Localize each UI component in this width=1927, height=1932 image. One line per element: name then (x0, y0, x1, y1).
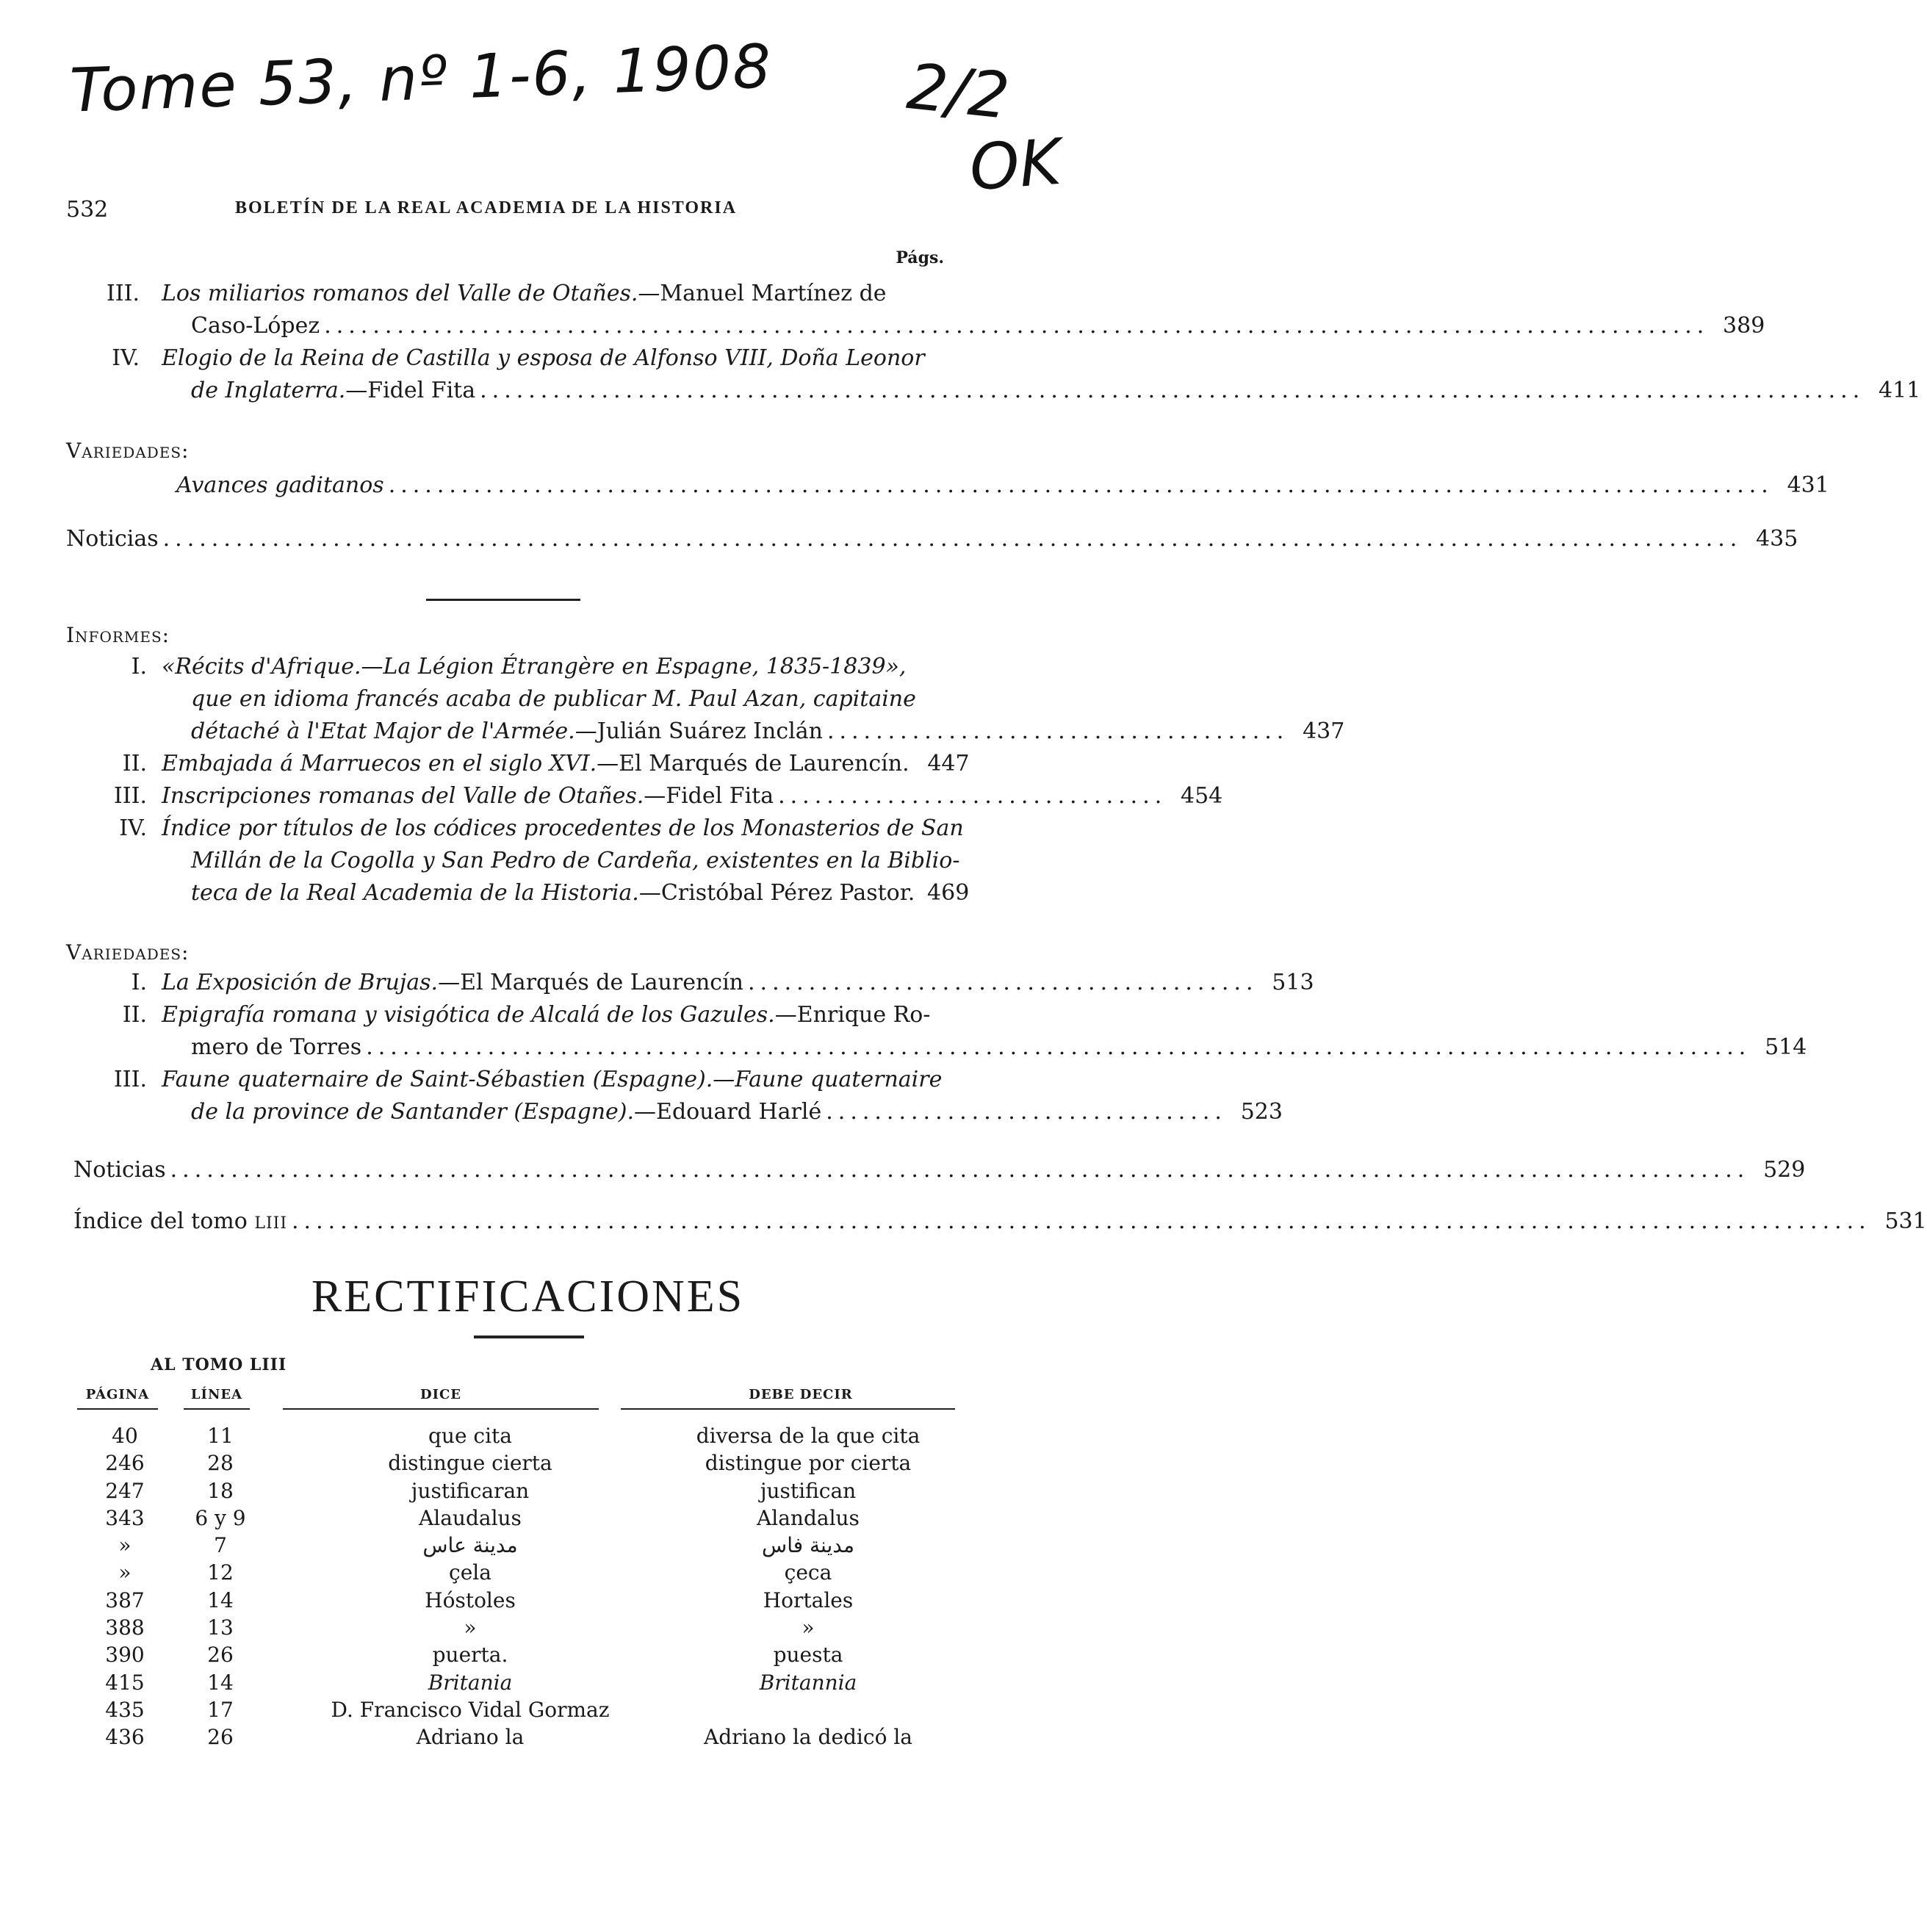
rectificaciones-subtitle: AL TOMO LIII (151, 1355, 287, 1374)
table-row (73, 1479, 926, 1506)
cell-debe: » (802, 1615, 815, 1640)
toc-page: 431 (1787, 472, 1829, 498)
cell-pagina: 343 (105, 1505, 145, 1530)
handwritten-tome-note: Tome 53, nº 1-6, 1908 (68, 32, 774, 126)
cell-dice: Adriano la (416, 1725, 525, 1750)
toc-entry-indice-tomo: Índice del tomo LIII .................................................................................................................................. 531 (73, 1208, 1927, 1234)
toc-title: «Récits d'Afrique.—La Légion Étrangère en Espagne, 1835-1839», (162, 654, 907, 680)
toc-author: —Fidel Fita (644, 783, 774, 809)
toc-title-cont: détaché à l'Etat Major de l'Armée. (191, 718, 575, 744)
cell-linea: 6 y 9 (195, 1505, 246, 1530)
cell-pagina: 435 (105, 1697, 145, 1722)
toc-page: 529 (1763, 1157, 1806, 1183)
toc-numeral: III. (113, 783, 147, 809)
table-row (73, 1643, 926, 1670)
column-rule (77, 1408, 158, 1410)
toc-numeral: I. (131, 654, 147, 680)
toc-author: —Julián Suárez Inclán (575, 718, 823, 744)
cell-linea: 14 (207, 1587, 234, 1612)
toc-title: Elogio de la Reina de Castilla y esposa de Alfonso VIII, Doña Leonor (162, 345, 925, 371)
title-underline (474, 1336, 584, 1338)
cell-debe: Hortales (763, 1587, 854, 1612)
cell-dice: D. Francisco Vidal Gormaz (331, 1697, 610, 1722)
table-row (73, 1698, 926, 1725)
toc-author: —El Marqués de Laurencín (438, 970, 744, 995)
cell-pagina: » (118, 1560, 132, 1585)
cell-dice: justificaran (411, 1478, 530, 1503)
toc-numeral: II. (122, 751, 147, 776)
cell-linea: 11 (207, 1424, 234, 1448)
toc-entry-embajada (162, 751, 970, 783)
cell-debe: justifican (760, 1478, 857, 1503)
cell-debe: Alandalus (757, 1505, 860, 1530)
section-divider (426, 599, 580, 601)
toc-page: 389 (1723, 313, 1765, 339)
cell-linea: 17 (207, 1697, 234, 1722)
toc-page: 514 (1765, 1034, 1807, 1060)
section-variedades-2: Variedades: (66, 940, 190, 965)
toc-author: —Cristóbal Pérez Pastor. (638, 880, 915, 906)
cell-dice: Britania (428, 1670, 513, 1695)
toc-author: —El Marqués de Laurencín. (597, 751, 910, 776)
toc-entry-elogio: Elogio de la Reina de Castilla y esposa de Alfonso VIII, Doña Leonor de Inglaterra.—Fidel Fita .................................................................................................................. 411 (162, 345, 1921, 403)
cell-linea: 12 (207, 1560, 234, 1585)
cell-dice: puerta. (432, 1643, 508, 1668)
cell-dice: » (464, 1615, 477, 1640)
column-rule (283, 1408, 599, 1410)
toc-title-cont: Millán de la Cogolla y San Pedro de Cardeña, existentes en la Biblio- (191, 848, 960, 873)
toc-entry-faune: Faune quaternaire de Saint-Sébastien (Espagne).—Faune quaternaire de la province de Santander (Espagne).—Edouard Harlé ................................. 523 (162, 1067, 1283, 1125)
toc-numeral: IV. (119, 815, 147, 841)
cell-debe: distingue por cierta (705, 1451, 912, 1476)
section-informes: Informes: (66, 623, 170, 647)
toc-entry-brujas: La Exposición de Brujas.—El Marqués de Laurencín .......................................... 513 (162, 970, 1314, 995)
cell-pagina: 388 (105, 1615, 145, 1640)
cell-pagina: 40 (112, 1424, 138, 1448)
cell-linea: 13 (207, 1615, 234, 1640)
pags-column-label: Págs. (896, 248, 944, 267)
cell-linea: 26 (207, 1643, 234, 1668)
toc-roman: LIII (254, 1214, 288, 1233)
table-row (73, 1615, 926, 1643)
toc-title: Embajada á Marruecos en el siglo XVI. (162, 751, 597, 776)
cell-debe: çeca (784, 1560, 832, 1585)
toc-title: Noticias (66, 526, 159, 552)
page-number: 532 (66, 197, 109, 223)
table-row (73, 1670, 926, 1698)
toc-title-cont: teca de la Real Academia de la Historia. (191, 880, 639, 906)
table-row (73, 1451, 926, 1478)
toc-numeral: II. (122, 1002, 147, 1028)
toc-page: 437 (1303, 718, 1345, 744)
toc-title-cont: que en idioma francés acaba de publicar M. Paul Azan, capitaine (191, 686, 916, 712)
toc-numeral: I. (131, 970, 147, 995)
toc-page: 513 (1272, 970, 1314, 995)
cell-debe: diversa de la que cita (696, 1424, 921, 1448)
toc-title: Faune quaternaire de Saint-Sébastien (Espagne).—Faune quaternaire (162, 1067, 943, 1092)
cell-dice: çela (449, 1560, 491, 1585)
toc-title: Noticias (73, 1157, 166, 1183)
cell-dice: Alaudalus (419, 1505, 522, 1530)
toc-author: —Edouard Harlé (634, 1099, 822, 1125)
rectificaciones-title: RECTIFICACIONES (311, 1272, 745, 1322)
toc-title: Los miliarios romanos del Valle de Otañes. (162, 281, 638, 306)
column-header-dice: DICE (419, 1387, 462, 1402)
toc-title-cont: de Inglaterra. (191, 378, 346, 403)
handwritten-fraction-note: 2/2 (904, 50, 1013, 134)
cell-linea: 14 (207, 1670, 234, 1695)
cell-dice: que cita (428, 1424, 512, 1448)
cell-dice: distingue cierta (388, 1451, 552, 1476)
cell-debe: Britannia (759, 1670, 857, 1695)
table-row (73, 1424, 926, 1451)
cell-linea: 26 (207, 1725, 234, 1750)
toc-entry-miliarios: Los miliarios romanos del Valle de Otañes.—Manuel Martínez de Caso-López .................................................................................................................. 389 (162, 281, 1765, 339)
cell-linea: 28 (207, 1451, 234, 1476)
cell-debe: puesta (773, 1643, 843, 1668)
cell-dice: Hóstoles (425, 1587, 516, 1612)
toc-title: Índice por títulos de los códices procedentes de los Monasterios de San (162, 815, 964, 841)
toc-title: Inscripciones romanas del Valle de Otañes. (162, 783, 644, 809)
cell-debe: Adriano la dedicó la (704, 1725, 912, 1750)
cell-pagina: » (118, 1533, 132, 1558)
cell-pagina: 387 (105, 1587, 145, 1612)
column-header-debe-decir: DEBE DECIR (749, 1387, 853, 1402)
column-header-pagina: PÁGINA (85, 1387, 150, 1402)
column-rule (621, 1408, 955, 1410)
toc-numeral: IV. (112, 345, 140, 371)
table-row (73, 1560, 926, 1587)
toc-author-cont: Caso-López (191, 313, 320, 339)
toc-entry-epigrafia: Epigrafía romana y visigótica de Alcalá de los Gazules.—Enrique Ro- mero de Torres .................................................................................................................. 514 (162, 1002, 1807, 1060)
toc-title: Avances gaditanos (176, 472, 384, 498)
toc-page: 435 (1756, 526, 1798, 552)
toc-page: 454 (1181, 783, 1223, 809)
toc-numeral: III. (106, 281, 140, 306)
toc-numeral: III. (113, 1067, 147, 1092)
cell-debe: مدينة فاس (762, 1533, 854, 1558)
toc-entry-avances: Avances gaditanos .................................................................................................................. 431 (176, 472, 1829, 498)
column-rule (184, 1408, 250, 1410)
cell-pagina: 246 (105, 1451, 145, 1476)
toc-entry-inscripciones: Inscripciones romanas del Valle de Otañes.—Fidel Fita ................................ 454 (162, 783, 1223, 809)
toc-page: 523 (1240, 1099, 1283, 1125)
rectificaciones-table (73, 1424, 926, 1753)
toc-entry-recits: «Récits d'Afrique.—La Légion Étrangère en Espagne, 1835-1839», que en idioma francés acaba de publicar M. Paul Azan, capitaine détaché à l'Etat Major de l'Armée.—Julián Suárez Inclán ...................................... 437 (162, 654, 1345, 744)
cell-dice: مدينة عاس (422, 1533, 518, 1558)
toc-author: —Manuel Martínez de (638, 281, 887, 306)
section-variedades-1: Variedades: (66, 439, 190, 463)
table-row (73, 1533, 926, 1560)
toc-page: 447 (927, 751, 970, 776)
toc-author-cont: mero de Torres (191, 1034, 362, 1060)
toc-entry-indice-codices (162, 815, 970, 912)
cell-pagina: 390 (105, 1643, 145, 1668)
cell-pagina: 436 (105, 1725, 145, 1750)
toc-page: 469 (927, 880, 970, 906)
handwritten-ok-note: OK (967, 125, 1064, 206)
cell-linea: 18 (207, 1478, 234, 1503)
running-head: BOLETÍN DE LA REAL ACADEMIA DE LA HISTORIA (235, 198, 738, 217)
cell-linea: 7 (214, 1533, 227, 1558)
cell-pagina: 247 (105, 1478, 145, 1503)
column-header-linea: LÍNEA (190, 1387, 243, 1402)
toc-title: La Exposición de Brujas. (162, 970, 439, 995)
toc-title-cont: de la province de Santander (Espagne). (191, 1099, 635, 1125)
toc-entry-noticias-1: Noticias .................................................................................................................................. 435 (66, 526, 1798, 552)
toc-page: 411 (1878, 378, 1921, 403)
toc-page: 531 (1884, 1208, 1927, 1234)
table-row (73, 1588, 926, 1615)
toc-author: —Enrique Ro- (774, 1002, 931, 1028)
table-row (73, 1506, 926, 1533)
table-row (73, 1725, 926, 1752)
toc-author: —Fidel Fita (345, 378, 476, 403)
cell-pagina: 415 (105, 1670, 145, 1695)
toc-title: Epigrafía romana y visigótica de Alcalá de los Gazules. (162, 1002, 775, 1028)
toc-entry-noticias-2: Noticias .................................................................................................................................. 529 (73, 1157, 1806, 1183)
toc-title: Índice del tomo (73, 1208, 248, 1234)
